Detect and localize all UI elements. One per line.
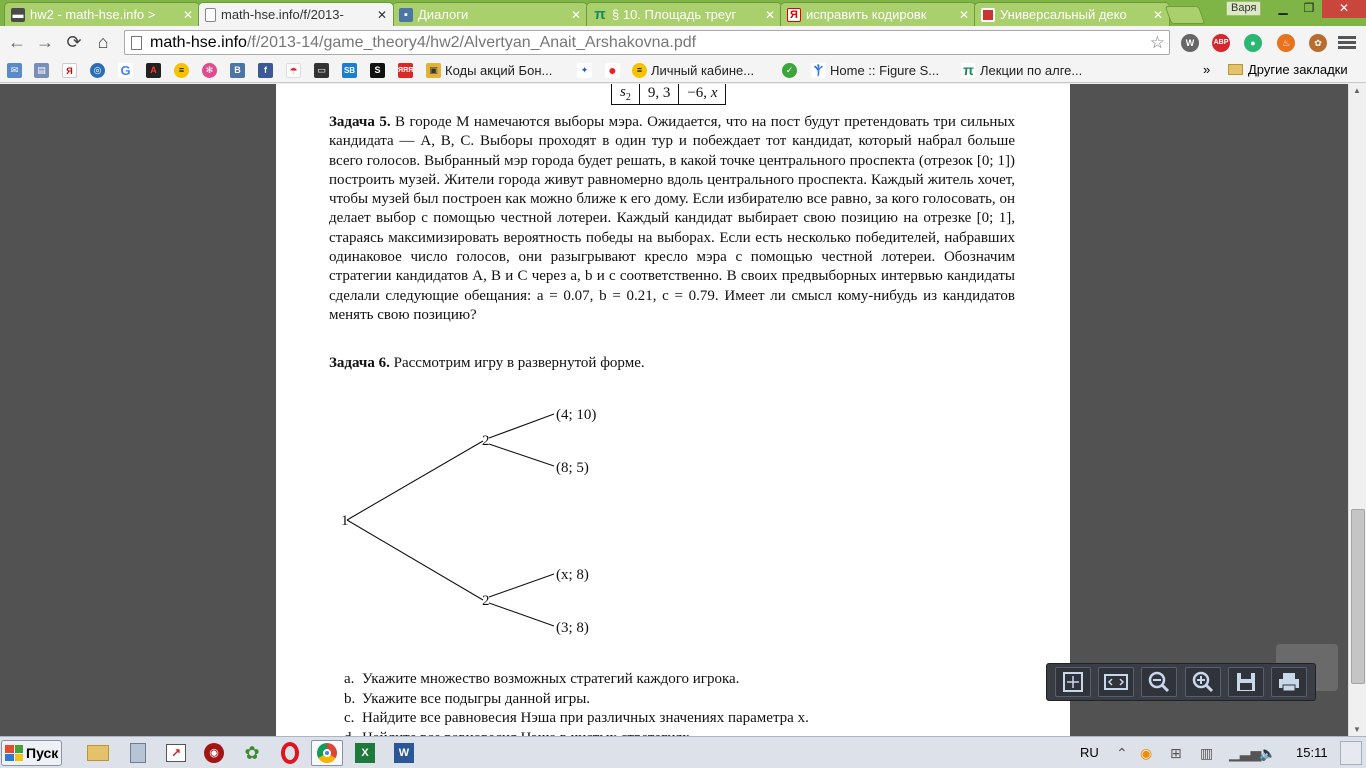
media-player-taskbar-icon[interactable]: ◉ bbox=[198, 740, 230, 766]
table-cell: −6, x bbox=[679, 84, 726, 104]
word-taskbar-icon[interactable]: W bbox=[388, 740, 420, 766]
show-desktop-button[interactable] bbox=[1340, 741, 1362, 765]
windows-flag-icon bbox=[5, 745, 23, 761]
forward-button[interactable]: → bbox=[36, 32, 54, 52]
pi-icon: π bbox=[961, 63, 976, 78]
s-icon: S bbox=[370, 63, 385, 78]
tray-expand-icon[interactable]: ⌃ bbox=[1116, 745, 1128, 761]
bookmark-yandex[interactable] bbox=[62, 62, 81, 79]
bookmark-eagle[interactable] bbox=[577, 62, 596, 79]
avito-icon: A bbox=[146, 63, 161, 78]
profile-badge[interactable]: Варя bbox=[1226, 1, 1261, 16]
tray-windows-icon[interactable]: ⊞ bbox=[1170, 745, 1182, 761]
scrollbar-thumb[interactable] bbox=[1351, 509, 1365, 684]
calculator-taskbar-icon[interactable] bbox=[122, 740, 154, 766]
vk-icon: ▪ bbox=[399, 8, 413, 22]
home-button[interactable]: ⌂ bbox=[97, 32, 109, 52]
folder-icon: ▬ bbox=[12, 8, 24, 21]
scroll-down-arrow-icon[interactable]: ▼ bbox=[1353, 725, 1361, 734]
tab-encoding[interactable] bbox=[780, 2, 976, 26]
payoff-table bbox=[611, 84, 726, 105]
tab-label: исправить кодировк bbox=[806, 7, 927, 22]
task5-title: Задача 5. bbox=[329, 114, 391, 130]
chrome-taskbar-icon[interactable] bbox=[311, 740, 343, 766]
close-icon[interactable]: ✕ bbox=[958, 7, 969, 22]
game-tree bbox=[329, 389, 629, 639]
tree-root-label: 1 bbox=[341, 513, 349, 529]
bookmark-disk[interactable] bbox=[34, 62, 53, 79]
tab-area[interactable] bbox=[586, 2, 782, 26]
scroll-up-arrow-icon[interactable]: ▲ bbox=[1353, 86, 1361, 95]
yandex-icon: Я bbox=[787, 8, 801, 22]
bookmark-label: Home :: Figure S... bbox=[830, 63, 940, 78]
google-icon: G bbox=[118, 63, 133, 78]
zoom-in-icon bbox=[1191, 670, 1215, 694]
bookmark-facebook[interactable] bbox=[258, 62, 277, 79]
maximize-button[interactable]: ❐ bbox=[1303, 1, 1315, 15]
tree-payoff: (x; 8) bbox=[556, 567, 589, 583]
extension-icon[interactable]: ● bbox=[1244, 34, 1262, 52]
zoom-in-button[interactable] bbox=[1185, 667, 1221, 697]
tree-edge bbox=[489, 444, 554, 466]
bookmark-tv[interactable] bbox=[314, 62, 333, 79]
bookmark-codes[interactable] bbox=[426, 62, 552, 79]
bookmark-label: Личный кабине... bbox=[651, 63, 755, 78]
tab-label: math-hse.info/f/2013- bbox=[221, 7, 344, 22]
list-item: c. Найдите все равновесия Нэша при различных значениях параметра x. bbox=[344, 710, 809, 726]
tree-payoff: (8; 5) bbox=[556, 460, 589, 476]
fit-width-button[interactable] bbox=[1098, 667, 1134, 697]
facebook-icon: f bbox=[258, 63, 273, 78]
tree-edge bbox=[489, 574, 554, 597]
wikipedia-icon[interactable]: W bbox=[1181, 34, 1199, 52]
pdf-viewer[interactable] bbox=[0, 84, 1366, 736]
start-label: Пуск bbox=[26, 745, 59, 761]
page-icon bbox=[205, 8, 216, 22]
fire-extension-icon[interactable]: ♨ bbox=[1277, 34, 1295, 52]
table-row bbox=[612, 84, 726, 104]
bookmark-sb[interactable] bbox=[342, 62, 361, 79]
fit-page-button[interactable] bbox=[1055, 667, 1091, 697]
bookmark-map[interactable] bbox=[605, 62, 624, 79]
list-item: b. Укажите все подыгры данной игры. bbox=[344, 690, 591, 707]
task5-paragraph bbox=[329, 113, 1015, 325]
bookmark-s[interactable] bbox=[370, 62, 389, 79]
browser-toolbar bbox=[0, 26, 1366, 58]
bookmark-sber[interactable] bbox=[782, 62, 801, 79]
tab-hw2[interactable] bbox=[4, 2, 200, 26]
vertical-scrollbar[interactable] bbox=[1348, 84, 1366, 736]
bookmark-beeline[interactable] bbox=[174, 62, 193, 79]
close-icon[interactable]: ✕ bbox=[376, 7, 387, 22]
task6-title: Задача 6. bbox=[329, 355, 390, 371]
tray-network-device-icon[interactable]: ▥ bbox=[1200, 745, 1214, 761]
new-tab-button[interactable] bbox=[1165, 6, 1206, 24]
bookmark-star-icon[interactable]: ☆ bbox=[1149, 33, 1165, 52]
bookmark-mail[interactable] bbox=[7, 62, 26, 79]
pdf-toolbar bbox=[1046, 663, 1316, 701]
tv-icon: ▭ bbox=[314, 63, 329, 78]
mail-icon: ✉ bbox=[7, 63, 22, 78]
pi-icon: π bbox=[594, 6, 606, 23]
start-button[interactable] bbox=[1, 740, 62, 766]
tab-label: Диалоги bbox=[418, 7, 469, 22]
flower-icon: ✻ bbox=[202, 63, 217, 78]
pdf-page bbox=[276, 84, 1070, 736]
bookmark-red[interactable] bbox=[398, 62, 417, 79]
fit-width-icon bbox=[1103, 672, 1129, 692]
print-button[interactable] bbox=[1271, 667, 1307, 697]
language-indicator[interactable]: RU bbox=[1080, 745, 1099, 760]
bookmark-vk[interactable] bbox=[230, 62, 249, 79]
close-icon[interactable]: ✕ bbox=[764, 7, 775, 22]
umbrella-icon: ☂ bbox=[286, 63, 301, 78]
bookmark-label: Лекции по алге... bbox=[980, 63, 1083, 78]
volume-icon[interactable]: 🔈 bbox=[1259, 745, 1277, 761]
sb-icon: SB bbox=[342, 63, 357, 78]
yandex-icon: Я bbox=[62, 63, 77, 78]
tab-decoder[interactable] bbox=[974, 2, 1170, 26]
tree-payoff: (3; 8) bbox=[556, 620, 589, 636]
beeline-icon: ≡ bbox=[174, 63, 189, 78]
tree-payoff: (4; 10) bbox=[556, 407, 597, 423]
back-button[interactable]: ← bbox=[8, 32, 26, 52]
bookmark-figure[interactable] bbox=[811, 62, 939, 79]
disk-icon: ▤ bbox=[34, 63, 49, 78]
circle-icon: ◎ bbox=[90, 63, 105, 78]
map-pin-icon: ● bbox=[605, 63, 620, 78]
tab-label: § 10. Площадь треуг bbox=[612, 7, 737, 22]
bookmarks-overflow-button[interactable]: » bbox=[1203, 62, 1211, 77]
fit-page-icon bbox=[1061, 670, 1085, 694]
eagle-icon: ✦ bbox=[577, 63, 592, 78]
explorer-taskbar-icon[interactable] bbox=[82, 740, 114, 766]
table-cell: $s_2$ bbox=[612, 84, 640, 104]
tab-label: hw2 - math-hse.info > bbox=[30, 7, 156, 22]
chart-app-taskbar-icon[interactable]: ↗ bbox=[160, 740, 192, 766]
tree-node-label: 2 bbox=[482, 433, 490, 449]
bookmark-ok[interactable] bbox=[90, 62, 109, 79]
list-item: a. Укажите множество возможных стратегий каждого игрока. bbox=[344, 671, 740, 687]
page-icon bbox=[131, 36, 142, 50]
network-signal-icon[interactable]: ▁▃▅ bbox=[1229, 745, 1262, 761]
gift-icon: ▣ bbox=[426, 63, 441, 78]
close-icon[interactable]: ✕ bbox=[182, 7, 193, 22]
close-icon[interactable]: ✕ bbox=[1152, 7, 1163, 22]
vk-icon: B bbox=[230, 63, 245, 78]
save-button[interactable] bbox=[1228, 667, 1264, 697]
excel-taskbar-icon[interactable]: X bbox=[349, 740, 381, 766]
folder-icon bbox=[1228, 64, 1243, 75]
paint-taskbar-icon[interactable]: ✿ bbox=[244, 742, 260, 763]
bookmark-beeline-cabinet[interactable] bbox=[632, 62, 754, 79]
bookmark-google[interactable] bbox=[118, 62, 137, 79]
bookmark-umbrella[interactable] bbox=[286, 62, 305, 79]
browser-menu-icon[interactable] bbox=[1338, 34, 1356, 50]
bookmark-flower[interactable] bbox=[202, 62, 221, 79]
tree-edge bbox=[347, 441, 483, 520]
close-icon[interactable]: ✕ bbox=[570, 7, 581, 22]
taskbar bbox=[0, 736, 1366, 768]
tree-node-label: 2 bbox=[482, 593, 490, 609]
bookmark-label: Коды акций Бон... bbox=[445, 63, 553, 78]
url-path: /f/2013-14/game_theory4/hw2/Alvertyan_Anait_Arshakovna.pdf bbox=[246, 33, 697, 51]
adblock-icon[interactable]: ABP bbox=[1212, 34, 1230, 52]
minimize-button[interactable]: ▁ bbox=[1278, 1, 1288, 15]
task6-text: Рассмотрим игру в развернутой форме. bbox=[393, 355, 645, 371]
window-close-button[interactable]: ✕ bbox=[1322, 0, 1366, 18]
table-cell: 9, 3 bbox=[639, 84, 679, 104]
tab-dialogs[interactable] bbox=[392, 2, 588, 26]
tree-edge bbox=[489, 603, 554, 626]
beeline-icon: ≡ bbox=[632, 63, 647, 78]
bookmarks-bar bbox=[0, 58, 1366, 83]
sber-icon: ✓ bbox=[782, 63, 797, 78]
tree-edge bbox=[347, 520, 483, 600]
cookie-extension-icon[interactable]: ✿ bbox=[1309, 34, 1327, 52]
print-icon bbox=[1277, 670, 1301, 694]
tree-edge bbox=[489, 414, 554, 438]
figure-skating-icon: Ⲯ bbox=[811, 63, 826, 78]
zoom-out-button[interactable] bbox=[1141, 667, 1177, 697]
tab-label: Универсальный деко bbox=[1000, 7, 1127, 22]
opera-taskbar-icon[interactable] bbox=[274, 740, 306, 766]
red-badge-icon: ЯЯЯ bbox=[398, 63, 413, 78]
decoder-icon bbox=[981, 8, 995, 22]
save-icon bbox=[1234, 670, 1258, 694]
tab-pdf[interactable] bbox=[198, 2, 394, 26]
task5-text: В городе M намечаются выборы мэра. Ожидается, что на пост будут претендовать три сильных кандидата — A, B, C. Выборы проходят в один тур и побеждает тот кандидат, который набрал больше всего голосов. Выбранный мэр города будет решать, в какой точке центрального проспекта (отрезок [0; 1]) построить музей. Жители города живут равномерно вдоль центрального проспекта. Каждый житель хочет, чтобы музей был построен как можно ближе к его дому. Если избирателю все равно, за кого голосовать, он делает выбор с помощью честной лотереи. Каждый кандидат выбирает свою позицию на отрезке [0; 1], стараясь максимизировать вероятность победы на выборах. Если есть несколько победителей, набравших одинаковое число голосов, они разыгрывают кресло мэра с помощью честной лотереи. Обозначим стратегии кандидатов A, B и C через a, b и c соответственно. В своих предвыборных интервью кандидаты сделали следующие обещания: a = 0.07, b = 0.21, c = 0.79. Имеет ли смысл кому-нибудь из кандидатов менять свою позицию? bbox=[329, 114, 1016, 323]
address-bar[interactable] bbox=[124, 30, 1170, 55]
task6-paragraph bbox=[329, 354, 1015, 373]
other-bookmarks-label: Другие закладки bbox=[1248, 62, 1348, 77]
bookmark-lectures[interactable] bbox=[961, 62, 1082, 79]
tab-strip bbox=[0, 0, 1366, 26]
url-host: math-hse.info bbox=[150, 33, 247, 51]
zoom-out-icon bbox=[1147, 670, 1171, 694]
other-bookmarks[interactable] bbox=[1228, 62, 1348, 77]
reload-button[interactable]: ⟳ bbox=[66, 32, 82, 52]
clock[interactable]: 15:11 bbox=[1296, 745, 1328, 760]
bookmark-avito[interactable] bbox=[146, 62, 165, 79]
tray-app-icon[interactable]: ◉ bbox=[1140, 745, 1153, 761]
